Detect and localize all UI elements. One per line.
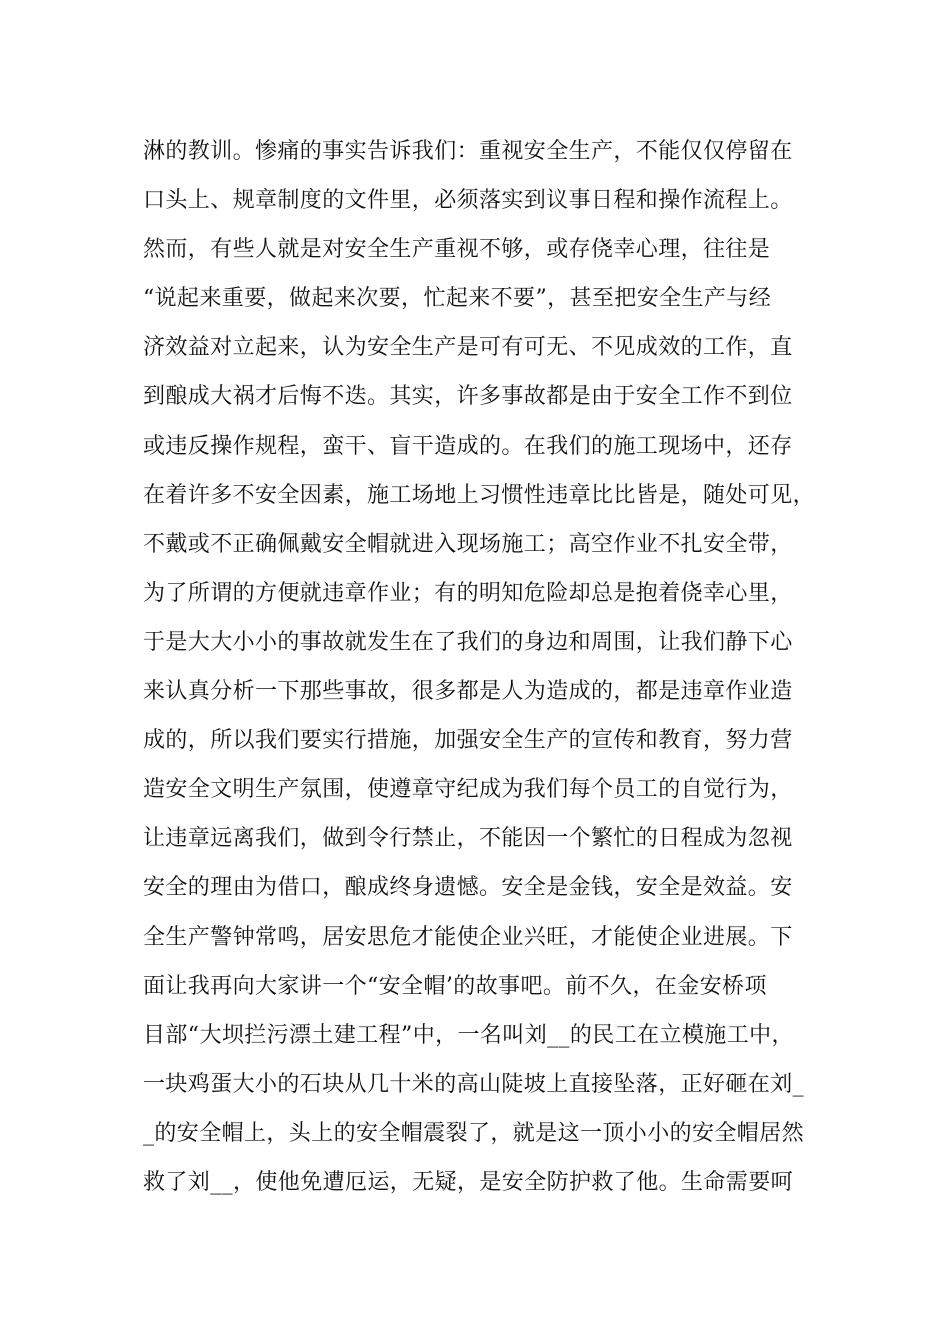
text-line: _的安全帽上，头上的安全帽震裂了，就是这一顶小小的安全帽居然 [143, 1120, 805, 1146]
text-line: 目部“大坝拦污漂土建工程”中，一名叫刘__的民工在立模施工中， [143, 1022, 794, 1048]
text-line: 到酿成大祸才后悔不迭。其实，许多事故都是由于安全工作不到位 [143, 384, 793, 410]
text-line: 面让我再向大家讲一个“安全帽’的故事吧。前不久，在金安桥项 [143, 973, 767, 999]
text-line: 为了所谓的方便就违章作业；有的明知危险却总是抱着侥幸心里， [143, 580, 793, 606]
text-line: 然而，有些人就是对安全生产重视不够，或存侥幸心理，往往是 [143, 237, 771, 263]
text-line: 成的，所以我们要实行措施，加强安全生产的宣传和教育，努力营 [143, 728, 793, 754]
text-line: 救了刘__，使他免遭厄运，无疑，是安全防护救了他。生命需要呵 [143, 1169, 794, 1195]
text-line: 来认真分析一下那些事故，很多都是人为造成的，都是违章作业造 [143, 679, 793, 705]
text-line: 于是大大小小的事故就发生在了我们的身边和周围，让我们静下心 [143, 629, 793, 655]
text-line: 口头上、规章制度的文件里，必须落实到议事日程和操作流程上。 [143, 188, 793, 214]
text-line: 淋的教训。惨痛的事实告诉我们：重视安全生产，不能仅仅停留在 [143, 139, 793, 164]
text-line: 全生产警钟常鸣，居安思危才能使企业兴旺，才能使企业进展。下 [143, 924, 793, 950]
text-line: 或违反操作规程，蛮干、盲干造成的。在我们的施工现场中，还存 [143, 433, 793, 459]
text-line: 不戴或不正确佩戴安全帽就进入现场施工；高空作业不扎安全带， [143, 531, 793, 557]
text-line: 让违章远离我们，做到令行禁止，不能因一个繁忙的日程成为忽视 [143, 826, 793, 852]
text-line: “说起来重要，做起来次要，忙起来不要”，甚至把安全生产与经 [143, 286, 772, 312]
text-line: 安全的理由为借口，酿成终身遗憾。安全是金钱，安全是效益。安 [143, 875, 793, 901]
body-text [143, 127, 816, 1207]
text-line: 一块鸡蛋大小的石块从几十米的高山陡坡上直接坠落，正好砸在刘_ [143, 1071, 805, 1097]
text-line: 造安全文明生产氛围，使遵章守纪成为我们每个员工的自觉行为， [143, 777, 793, 803]
text-line: 济效益对立起来，认为安全生产是可有可无、不见成效的工作，直 [143, 335, 793, 361]
text-line: 在着许多不安全因素，施工场地上习惯性违章比比皆是，随处可见， [143, 482, 816, 508]
